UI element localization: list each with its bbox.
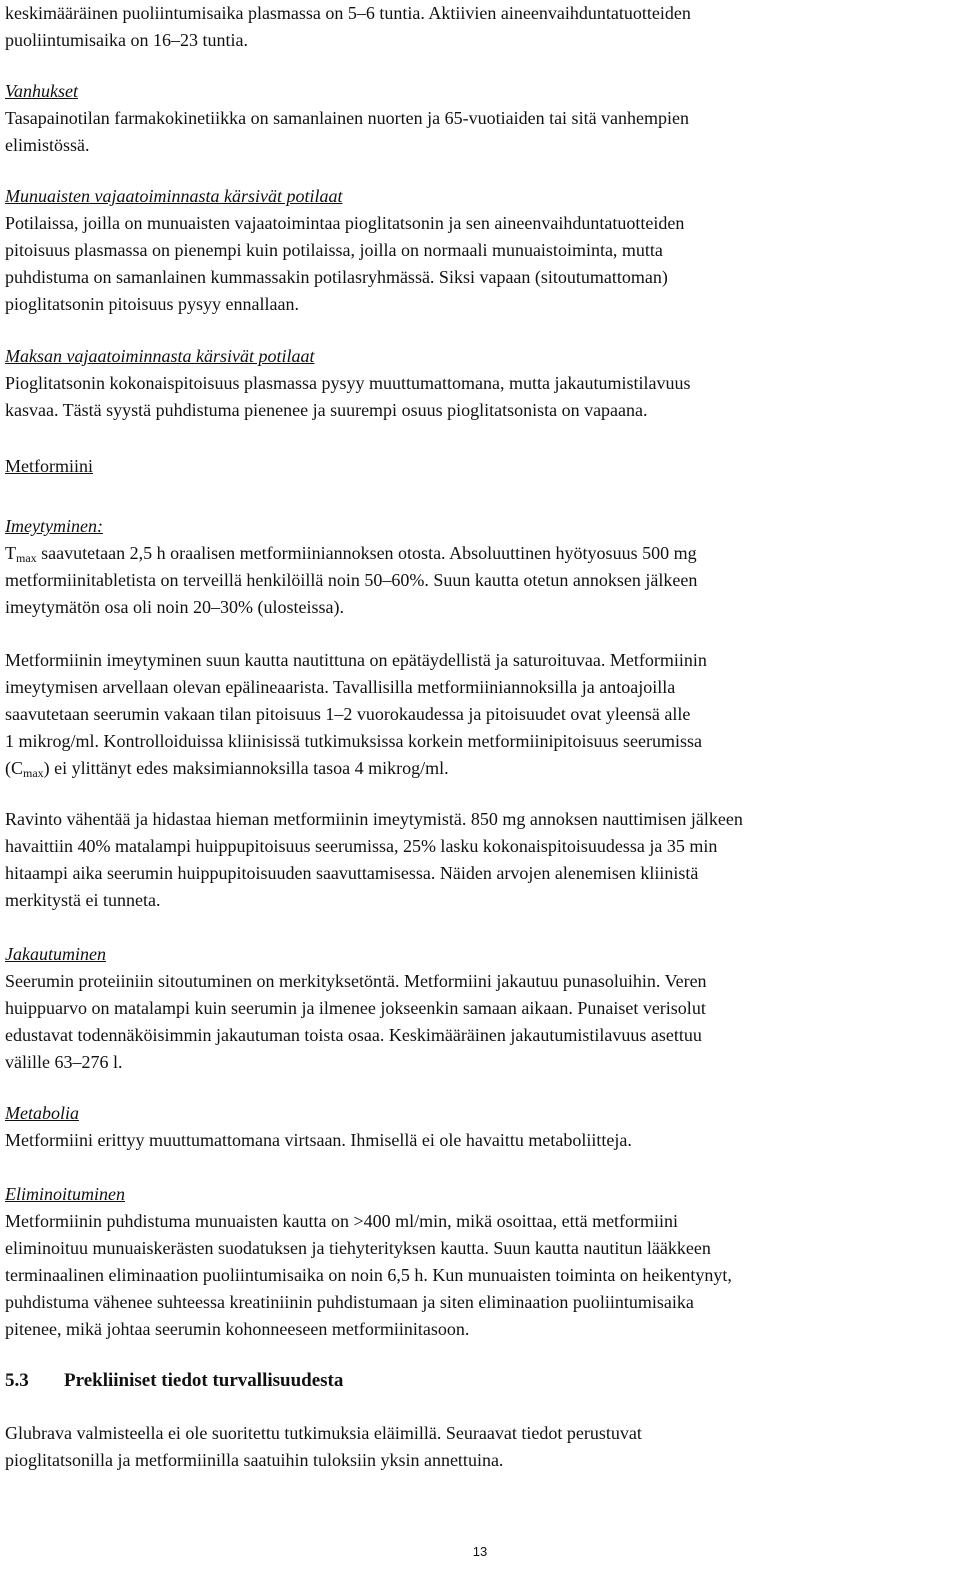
text-line: metformiinitabletista on terveillä henkilöillä noin 50–60%. Suun kautta otetun annoksen jälkeen (5, 570, 698, 590)
section-maksa (5, 343, 957, 424)
text-line: havaittiin 40% matalampi huippupitoisuus seerumissa, 25% lasku kokonaispitoisuudessa ja 35 min (5, 836, 718, 856)
text-line: Metformiinin puhdistuma munuaisten kautta on >400 ml/min, mikä osoittaa, että metformiini (5, 1211, 679, 1231)
subheading-metformiini: Metformiini (5, 456, 93, 476)
section-metabolia (5, 1100, 957, 1154)
cmax-prefix: (C (5, 758, 23, 778)
text-line: imeytymätön osa oli noin 20–30% (ulosteissa). (5, 597, 344, 617)
text-line: pioglitatsonin pitoisuus pysyy ennallaan. (5, 294, 299, 314)
text-line: Ravinto vähentää ja hidastaa hieman metformiinin imeytymistä. 850 mg annoksen nauttimisen jälkeen (5, 809, 743, 829)
text-line: 1 mikrog/ml. Kontrolloiduissa kliinisissä tutkimuksissa korkein metformiinipitoisuus seerumissa (5, 731, 702, 751)
text-line: saavutetaan seerumin vakaan tilan pitoisuus 1–2 vuorokaudessa ja pitoisuudet ovat yleensä alle (5, 704, 691, 724)
cmax-subscript: max (23, 766, 44, 780)
text-line: hitaampi aika seerumin huippupitoisuuden saavuttamisessa. Näiden arvojen alenemisen kliinistä (5, 863, 699, 883)
text-line: edustavat todennäköisimmin jakautuman toista osaa. Keskimääräinen jakautumistilavuus asettuu (5, 1025, 702, 1045)
text-line: Pioglitatsonin kokonaispitoisuus plasmassa pysyy muuttumattomana, mutta jakautumistilavuus (5, 373, 691, 393)
text-line: elimistössä. (5, 135, 90, 155)
text-line: Tasapainotilan farmakokinetiikka on samanlainen nuorten ja 65-vuotiaiden tai sitä vanhempien (5, 108, 690, 128)
paragraph-ravinto (5, 806, 957, 914)
cmax-line (5, 755, 957, 782)
tmax-subscript: max (16, 551, 37, 565)
text-line: keskimääräinen puoliintumisaika plasmassa on 5–6 tuntia. Aktiivien aineenvaihduntatuotteiden (5, 3, 691, 23)
text-line: merkitystä ei tunneta. (5, 890, 161, 910)
text-line: välille 63–276 l. (5, 1052, 123, 1072)
paragraph-final (5, 1420, 957, 1474)
cmax-text: ) ei ylittänyt edes maksimiannoksilla tasoa 4 mikrog/ml. (43, 758, 449, 778)
section-vanhukset (5, 78, 957, 159)
page-number: 13 (472, 1544, 488, 1559)
text-line: Potilaissa, joilla on munuaisten vajaatoimintaa pioglitatsonin ja sen aineenvaihduntatuotteiden (5, 213, 685, 233)
text-line: puhdistuma on samanlainen kummassakin potilasryhmässä. Siksi vapaan (sitoutumattoman) (5, 267, 668, 287)
paragraph-imeytyminen-2 (5, 647, 957, 782)
section-title: Prekliiniset tiedot turvallisuudesta (64, 1370, 344, 1391)
subheading-imeytyminen: Imeytyminen: (5, 516, 103, 536)
text-line: eliminoituu munuaiskerästen suodatuksen ja tiehyterityksen kautta. Suun kautta nautitun lääkkeen (5, 1238, 711, 1258)
tmax-symbol: T (5, 543, 16, 563)
tmax-text: saavutetaan 2,5 h oraalisen metformiiniannoksen otosta. Absoluuttinen hyötyosuus 500 mg (36, 543, 697, 563)
subheading-jakautuminen: Jakautuminen (5, 944, 106, 964)
section-eliminoituminen (5, 1181, 957, 1343)
text-line: kasvaa. Tästä syystä puhdistuma pienenee ja suurempi osuus pioglitatsonista on vapaana. (5, 400, 648, 420)
subheading-eliminoituminen: Eliminoituminen (5, 1184, 125, 1204)
text-line: Glubrava valmisteella ei ole suoritettu tutkimuksia eläimillä. Seuraavat tiedot perustuvat (5, 1423, 642, 1443)
section-jakautuminen (5, 941, 957, 1076)
text-line: puoliintumisaika on 16–23 tuntia. (5, 30, 248, 50)
text-line: puhdistuma vähenee suhteessa kreatiniinin puhdistumaan ja siten eliminaation puoliintumisaika (5, 1292, 694, 1312)
text-line: imeytymisen arvellaan olevan epälineaarista. Tavallisilla metformiiniannoksilla ja antoajoilla (5, 677, 676, 697)
text-line: huippuarvo on matalampi kuin seerumin ja ilmenee jokseenkin samaan aikaan. Punaiset verisolut (5, 998, 706, 1018)
section-heading-5-3 (5, 1367, 343, 1394)
text-line: Seerumin proteiiniin sitoutuminen on merkityksetöntä. Metformiini jakautuu punasoluihin. Veren (5, 971, 707, 991)
text-line: Metformiinin imeytyminen suun kautta nautittuna on epätäydellistä ja saturoituvaa. Metformiinin (5, 650, 707, 670)
subheading-metabolia: Metabolia (5, 1103, 79, 1123)
subheading-munuaiset: Munuaisten vajaatoiminnasta kärsivät potilaat (5, 186, 343, 206)
text-line: pitenee, mikä johtaa seerumin kohonneeseen metformiinitasoon. (5, 1319, 470, 1339)
subheading-maksa: Maksan vajaatoiminnasta kärsivät potilaat (5, 346, 315, 366)
text-line: pioglitatsonilla ja metformiinilla saatuihin tuloksiin yksin annettuina. (5, 1450, 504, 1470)
section-number: 5.3 (5, 1370, 29, 1391)
intro-paragraph (5, 0, 957, 54)
subheading-vanhukset: Vanhukset (5, 81, 78, 101)
text-line: terminaalinen eliminaation puoliintumisaika on noin 6,5 h. Kun munuaisten toiminta on heikentynyt, (5, 1265, 732, 1285)
section-imeytyminen (5, 513, 957, 621)
tmax-line (5, 540, 957, 567)
text-line: pitoisuus plasmassa on pienempi kuin potilaissa, joilla on normaali munuaistoiminta, mutta (5, 240, 663, 260)
section-munuaiset (5, 183, 957, 318)
text-line: Metformiini erittyy muuttumattomana virtsaan. Ihmisellä ei ole havaittu metaboliitteja. (5, 1130, 632, 1150)
section-metformiini (5, 453, 957, 480)
